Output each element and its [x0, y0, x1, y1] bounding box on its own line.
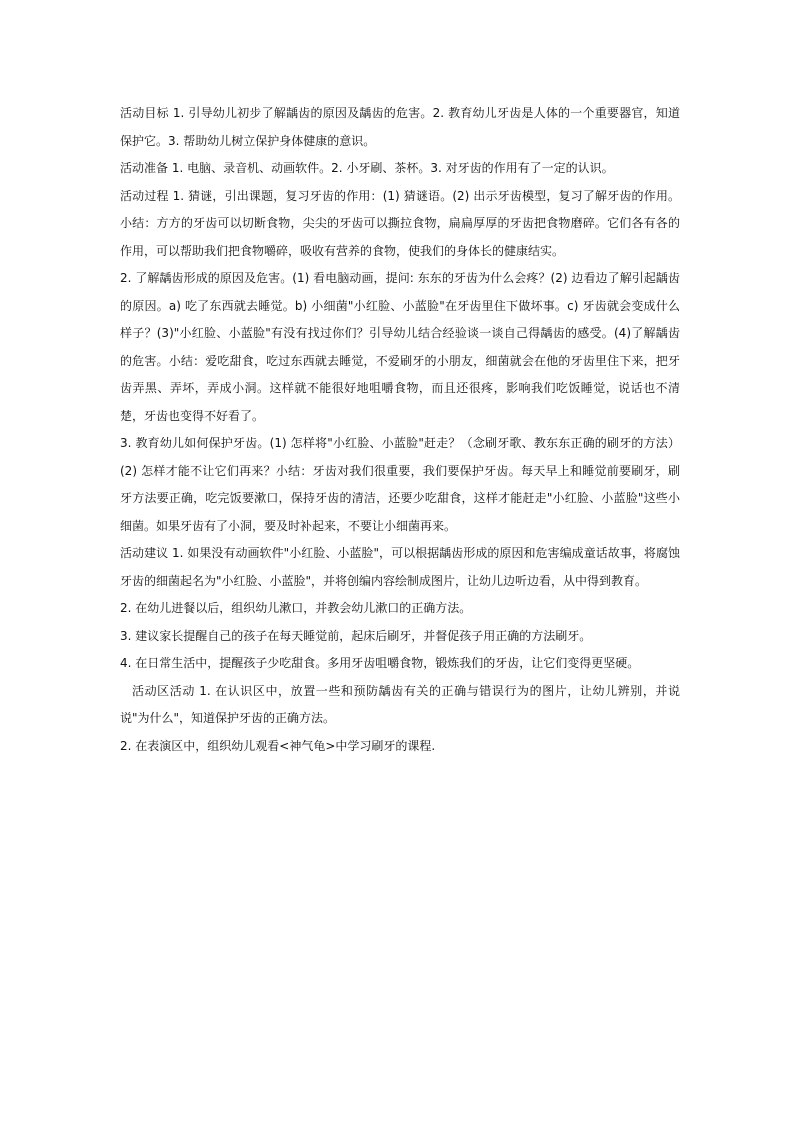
paragraph-activity-preparation: 活动准备 1. 电脑、录音机、动画软件。2. 小牙刷、茶杯。3. 对牙齿的作用有了一定的认识。 [120, 161, 614, 175]
document-body [120, 100, 680, 760]
paragraph-area-activities: 活动区活动 1. 在认识区中，放置一些和预防龋齿有关的正确与错误行为的图片，让幼儿辨别，并说说"为什么"，知道保护牙齿的正确方法。 [120, 683, 680, 725]
paragraph-process-step-3: 3. 教育幼儿如何保护牙齿。(1) 怎样将"小红脸、小蓝脸"赶走？（念刷牙歌、教东东正确的刷牙的方法）(2) 怎样才能不让它们再来？小结：牙齿对我们很重要，我们要保护牙齿。每天早上和睡觉前要刷牙，刷牙方法要正确，吃完饭要漱口，保持牙齿的清洁，还要少吃甜食，这样才能赶走"小红脸、小蓝脸"这些小细菌。如果牙齿有了小洞，要及时补起来，不要让小细菌再来。 [120, 436, 680, 533]
paragraph-suggestion-3: 3. 建议家长提醒自己的孩子在每天睡觉前，起床后刷牙，并督促孩子用正确的方法刷牙。 [120, 628, 592, 643]
paragraph-activity-goals: 活动目标 1. 引导幼儿初步了解龋齿的原因及龋齿的危害。2. 教育幼儿牙齿是人体的一个重要器官，知道保护它。3. 帮助幼儿树立保护身体健康的意识。 [120, 106, 680, 148]
paragraph-suggestion-4: 4. 在日常生活中，提醒孩子少吃甜食。多用牙齿咀嚼食物，锻炼我们的牙齿，让它们变得更坚硬。 [120, 656, 640, 670]
paragraph-activity-process: 活动过程 1. 猜谜，引出课题，复习牙齿的作用：(1) 猜谜语。(2) 出示牙齿模型，复习了解牙齿的作用。小结：方方的牙齿可以切断食物，尖尖的牙齿可以撕拉食物，扁扁厚厚的牙齿把食物磨碎。它们各有各的作用，可以帮助我们把食物嚼碎，吸收有营养的食物，使我们的身体长的健康结实。 [120, 188, 680, 258]
paragraph-activity-suggestions: 活动建议 1. 如果没有动画软件"小红脸、小蓝脸"，可以根据龋齿形成的原因和危害编成童话故事，将腐蚀牙齿的细菌起名为"小红脸、小蓝脸"，并将创编内容绘制成图片，让幼儿边听边看，从中得到教育。 [120, 546, 680, 588]
paragraph-area-activity-2: 2. 在表演区中，组织幼儿观看<神气龟>中学习刷牙的课程. [120, 738, 436, 753]
paragraph-suggestion-2: 2. 在幼儿进餐以后，组织幼儿漱口，并教会幼儿漱口的正确方法。 [120, 601, 472, 615]
paragraph-process-step-2: 2. 了解龋齿形成的原因及危害。(1) 看电脑动画，提问: 东东的牙齿为什么会疼？(2) 边看边了解引起龋齿的原因。a) 吃了东西就去睡觉。b) 小细菌"小红脸、小蓝脸"在牙齿里住下做坏事。c) 牙齿就会变成什么样子？(3)"小红脸、小蓝脸"有没有找过你们？引导幼儿结合经验谈一谈自己得龋齿的感受。(4)了解龋齿的危害。小结：爱吃甜食，吃过东西就去睡觉，不爱刷牙的小朋友，细菌就会在他的牙齿里住下来，把牙齿弄黑、弄坏，弄成小洞。这样就不能很好地咀嚼食物，而且还很疼，影响我们吃饭睡觉，说话也不清楚，牙齿也变得不好看了。 [120, 271, 680, 423]
